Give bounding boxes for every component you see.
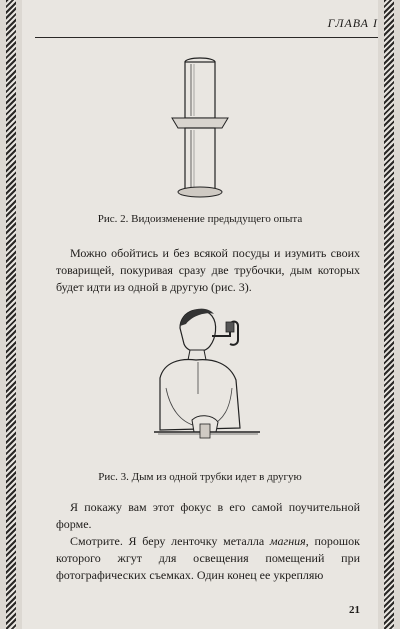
paragraph-text: Можно обойтись и без всякой посуды и изумить своих товарищей, покуривая сразу две трубочки, дым которых будет идти из одной в другую (рис. 3). xyxy=(56,246,360,294)
figure-caption: Рис. 2. Видоизменение предыдущего опыта xyxy=(97,213,303,225)
paragraph-text-end: , порошок которого жгут для освещения помещений при фотографических съемках. Один конец ее укрепляю xyxy=(56,534,360,582)
paragraph-text-start: Смотрите. Я беру ленточку металла xyxy=(70,534,270,548)
figure-smoker-illustration xyxy=(140,298,270,463)
paragraph-text xyxy=(56,533,360,584)
header-rule xyxy=(35,37,378,38)
paragraph xyxy=(56,499,360,533)
page-number: 21 xyxy=(349,604,360,616)
running-header: ГЛАВА I xyxy=(327,16,378,30)
paragraph xyxy=(56,533,360,584)
left-border xyxy=(6,0,16,629)
figure-tube-illustration xyxy=(160,52,240,202)
right-border xyxy=(384,0,394,629)
italic-term: магния xyxy=(269,534,306,548)
paragraph xyxy=(56,245,360,296)
figure-caption: Рис. 3. Дым из одной трубки идет в другую xyxy=(98,471,302,483)
paragraph-text: Я покажу вам этот фокус в его самой поучительной форме. xyxy=(56,500,360,531)
